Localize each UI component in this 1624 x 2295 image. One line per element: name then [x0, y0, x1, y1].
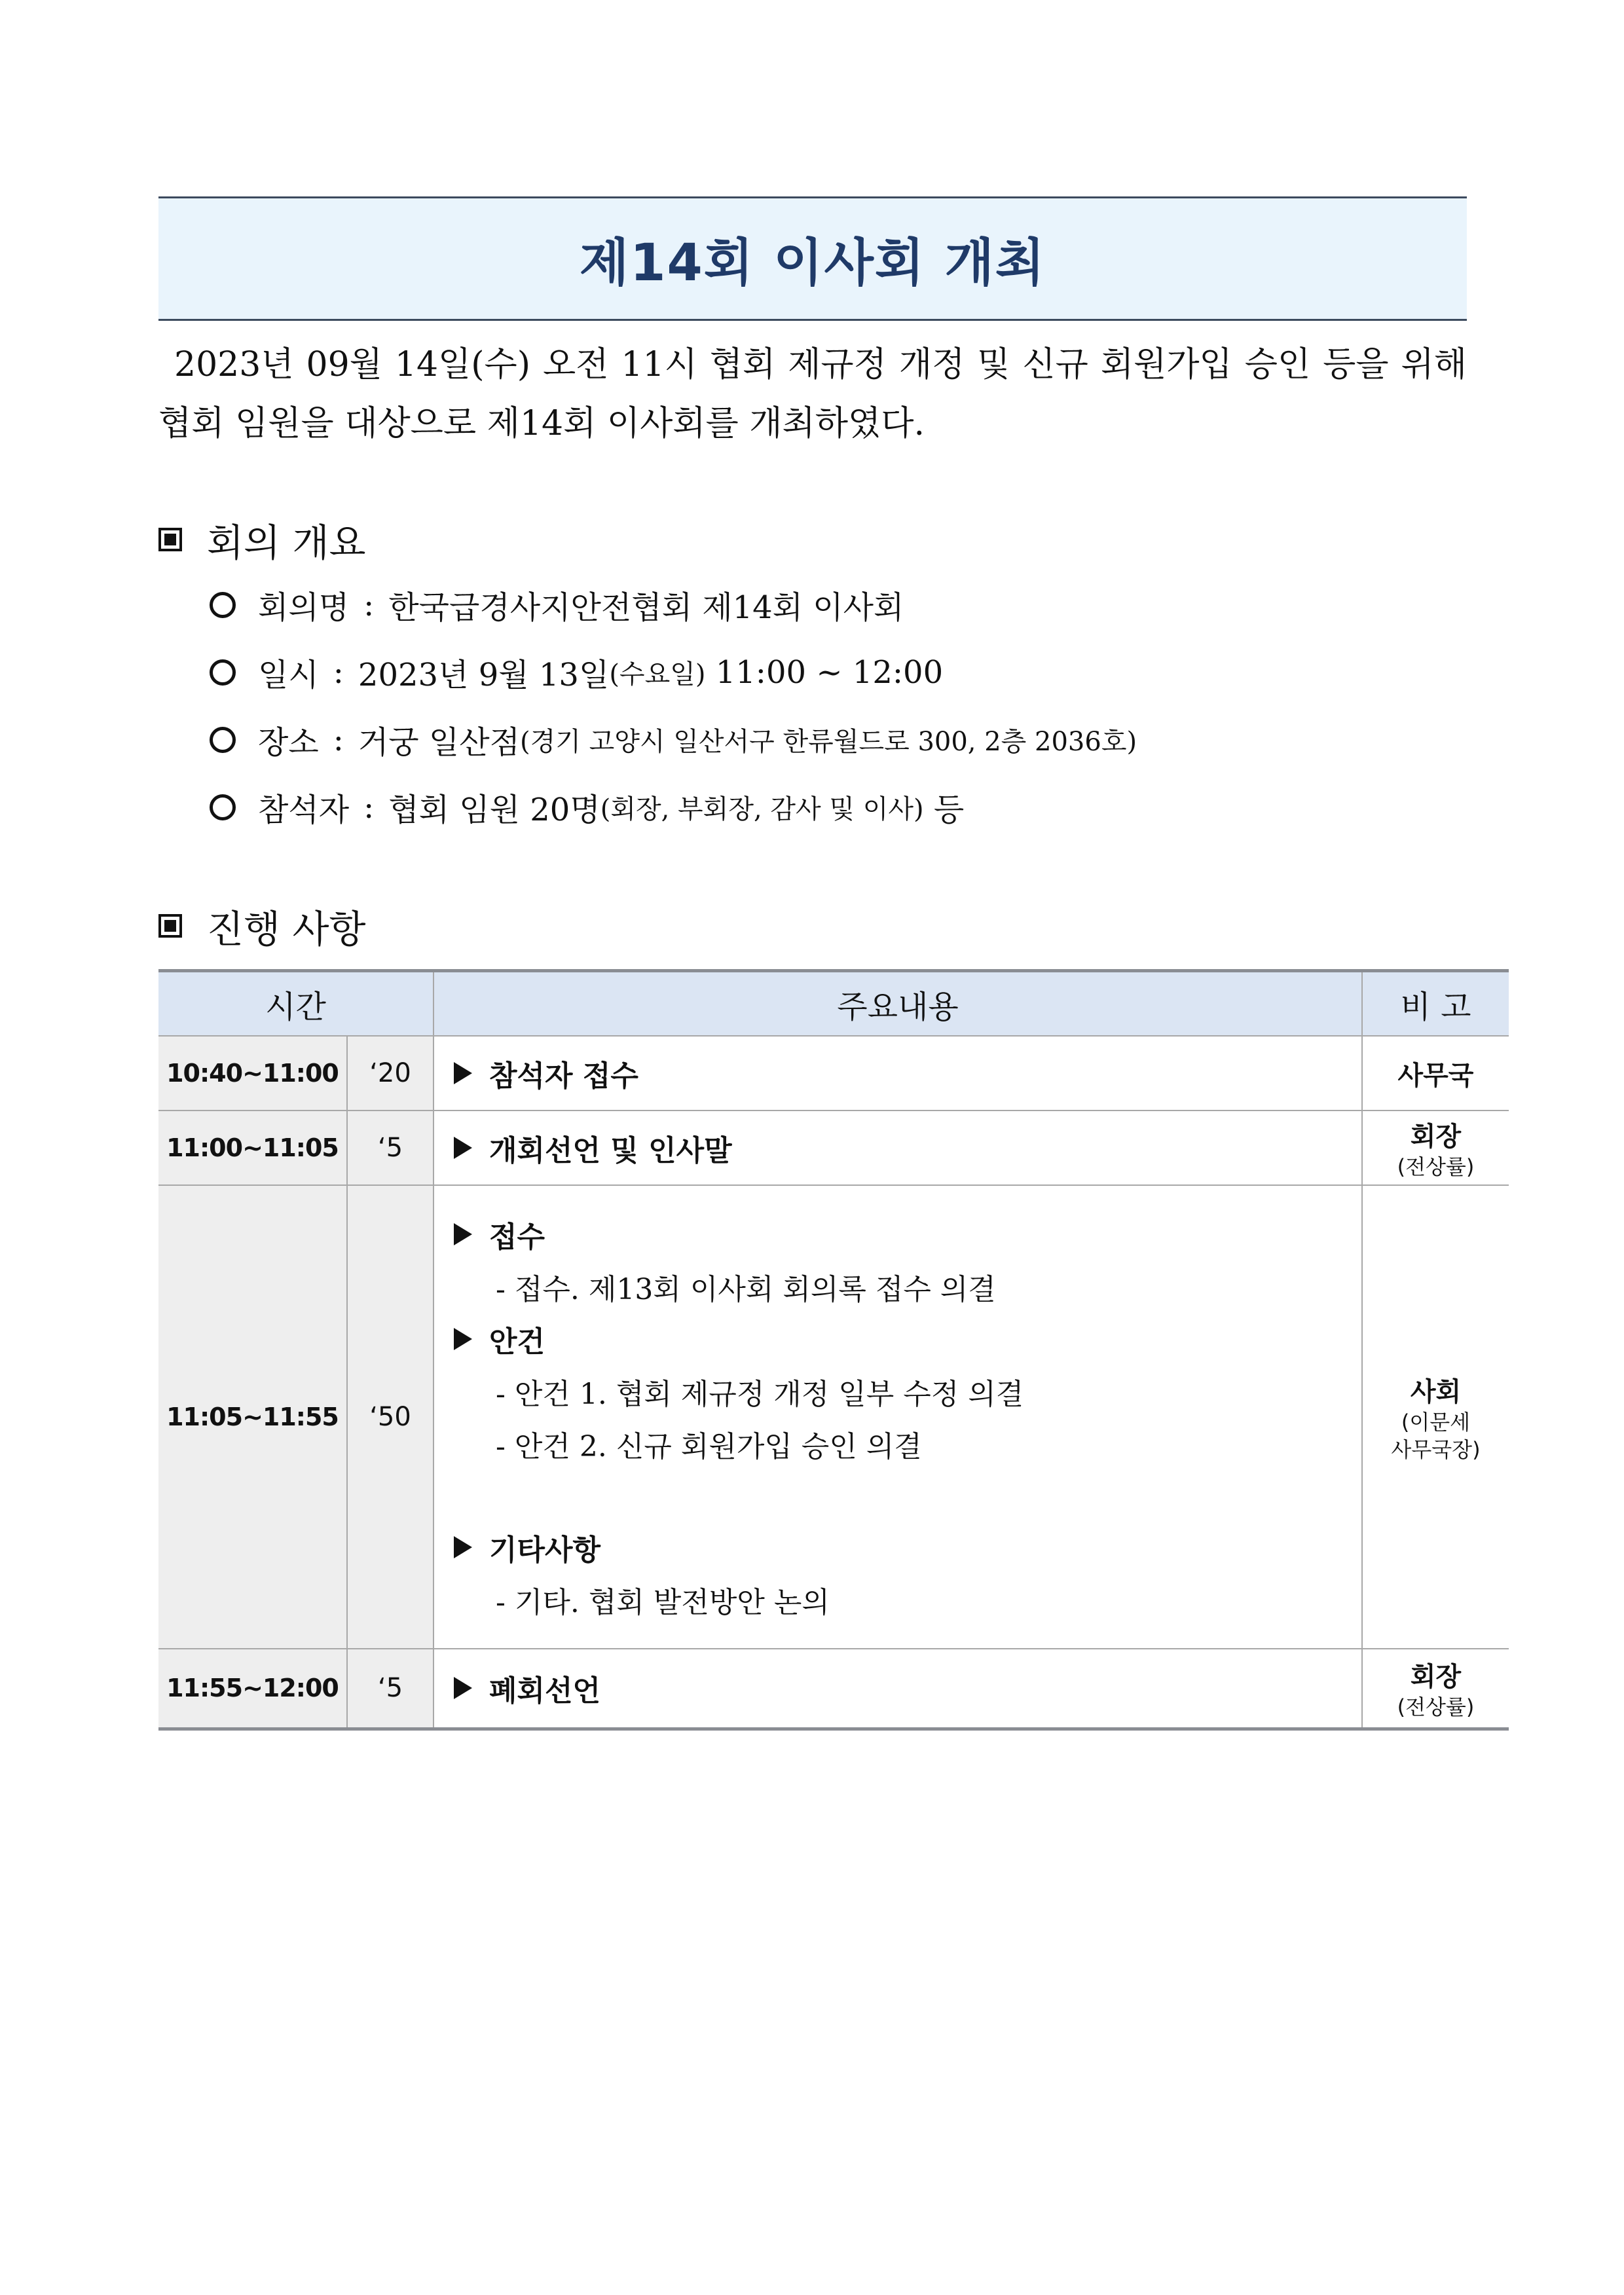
agenda-sub-item: - 접수. 제13회 이사회 회의록 접수 의결 — [496, 1273, 996, 1306]
header-time: 시간 — [158, 971, 434, 1037]
row-note — [1362, 1036, 1509, 1111]
circle-bullet-icon — [210, 659, 236, 686]
overview-item-meeting-name — [210, 571, 1137, 638]
row-time: 11:00~11:05 — [158, 1111, 347, 1185]
agenda-item — [454, 1208, 1361, 1260]
item-extra: 11:00 ~ 12:00 — [705, 653, 944, 691]
square-bullet-icon — [158, 914, 182, 938]
note-main: 사회 — [1410, 1376, 1462, 1407]
note-sub: (이문세 사무국장) — [1391, 1409, 1481, 1462]
overview-item-datetime — [210, 638, 1137, 706]
item-extra: 등 — [923, 792, 965, 828]
row-note — [1362, 1111, 1509, 1185]
overview-item-attendees — [210, 773, 1137, 841]
table-row — [158, 1036, 1509, 1111]
item-value: 한국급경사지안전협회 제14회 이사회 — [388, 589, 904, 626]
overview-item-location — [210, 706, 1137, 773]
item-separator: : — [333, 653, 344, 691]
row-duration: ‘20 — [347, 1036, 434, 1111]
agenda-sub-item: - 안건 2. 신규 회원가입 승인 의결 — [496, 1430, 922, 1463]
item-value: 2023년 9월 13일 — [358, 657, 610, 693]
note-main: 회장 — [1410, 1121, 1462, 1152]
item-note: (수요일) — [609, 659, 706, 689]
triangle-bullet-icon — [454, 1137, 472, 1159]
item-separator: : — [363, 586, 375, 623]
note-main: 사무국 — [1397, 1060, 1474, 1091]
row-content — [434, 1036, 1362, 1111]
agenda-item-title: 개회선언 및 인사말 — [489, 1134, 732, 1167]
page-title: 제14회 이사회 개최 — [579, 234, 1046, 293]
agenda-item-title: 참석자 접수 — [489, 1059, 638, 1093]
agenda-item — [454, 1662, 1361, 1714]
overview-list — [210, 571, 1137, 841]
triangle-bullet-icon — [454, 1536, 472, 1558]
agenda-item-title: 접수 — [489, 1221, 545, 1254]
overview-heading-text: 회의 개요 — [207, 521, 366, 565]
row-note — [1362, 1185, 1509, 1649]
agenda-item — [454, 1122, 1361, 1174]
triangle-bullet-icon — [454, 1223, 472, 1245]
overview-heading — [158, 512, 366, 567]
intro-paragraph: 2023년 09월 14일(수) 오전 11시 협회 제규정 개정 및 신규 회원가입 승인 등을 위해 협회 임원을 대상으로 제14회 이사회를 개최하였다. — [158, 345, 1467, 443]
agenda-sub-item: - 기타. 협회 발전방안 논의 — [496, 1586, 830, 1619]
circle-bullet-icon — [210, 727, 236, 753]
row-content — [434, 1111, 1362, 1185]
item-label: 일시 — [258, 657, 319, 693]
spacer — [454, 1470, 1361, 1521]
row-duration: ‘5 — [347, 1111, 434, 1185]
item-label: 회의명 — [258, 589, 350, 626]
agenda-item-title: 폐회선언 — [489, 1674, 601, 1708]
row-note — [1362, 1649, 1509, 1729]
agenda-sub-item: - 안건 1. 협회 제규정 개정 일부 수정 의결 — [496, 1378, 1024, 1411]
circle-bullet-icon — [210, 592, 236, 618]
progress-heading-text: 진행 사항 — [207, 907, 366, 951]
triangle-bullet-icon — [454, 1328, 472, 1350]
row-duration: ‘50 — [347, 1185, 434, 1649]
triangle-bullet-icon — [454, 1677, 472, 1699]
header-content: 주요내용 — [434, 971, 1362, 1037]
progress-heading — [158, 898, 366, 953]
agenda-item — [454, 1313, 1361, 1365]
table-row — [158, 1649, 1509, 1729]
row-time: 11:55~12:00 — [158, 1649, 347, 1729]
item-separator: : — [333, 721, 344, 758]
agenda-item — [454, 1521, 1361, 1573]
header-note: 비 고 — [1362, 971, 1509, 1037]
item-note: (회장, 부회장, 감사 및 이사) — [600, 794, 924, 824]
item-value: 거궁 일산점 — [358, 724, 521, 761]
note-sub: (전상률) — [1397, 1694, 1475, 1719]
item-label: 장소 — [258, 724, 319, 761]
note-main: 회장 — [1410, 1661, 1462, 1692]
item-separator: : — [363, 788, 375, 826]
item-value: 협회 임원 20명 — [388, 792, 600, 828]
schedule-table — [158, 969, 1509, 1731]
table-header-row — [158, 971, 1509, 1037]
item-label: 참석자 — [258, 792, 350, 828]
agenda-item — [454, 1047, 1361, 1099]
table-row — [158, 1185, 1509, 1649]
triangle-bullet-icon — [454, 1062, 472, 1084]
row-content — [434, 1649, 1362, 1729]
item-note: (경기 고양시 일산서구 한류월드로 300, 2층 2036호) — [520, 727, 1137, 757]
row-duration: ‘5 — [347, 1649, 434, 1729]
table-row — [158, 1111, 1509, 1185]
title-box — [158, 196, 1467, 321]
row-time: 11:05~11:55 — [158, 1185, 347, 1649]
square-bullet-icon — [158, 528, 182, 551]
row-time: 10:40~11:00 — [158, 1036, 347, 1111]
circle-bullet-icon — [210, 794, 236, 820]
agenda-item-title: 안건 — [489, 1325, 545, 1359]
agenda-item-title: 기타사항 — [489, 1533, 601, 1567]
row-content — [434, 1185, 1362, 1649]
note-sub: (전상률) — [1397, 1154, 1475, 1179]
